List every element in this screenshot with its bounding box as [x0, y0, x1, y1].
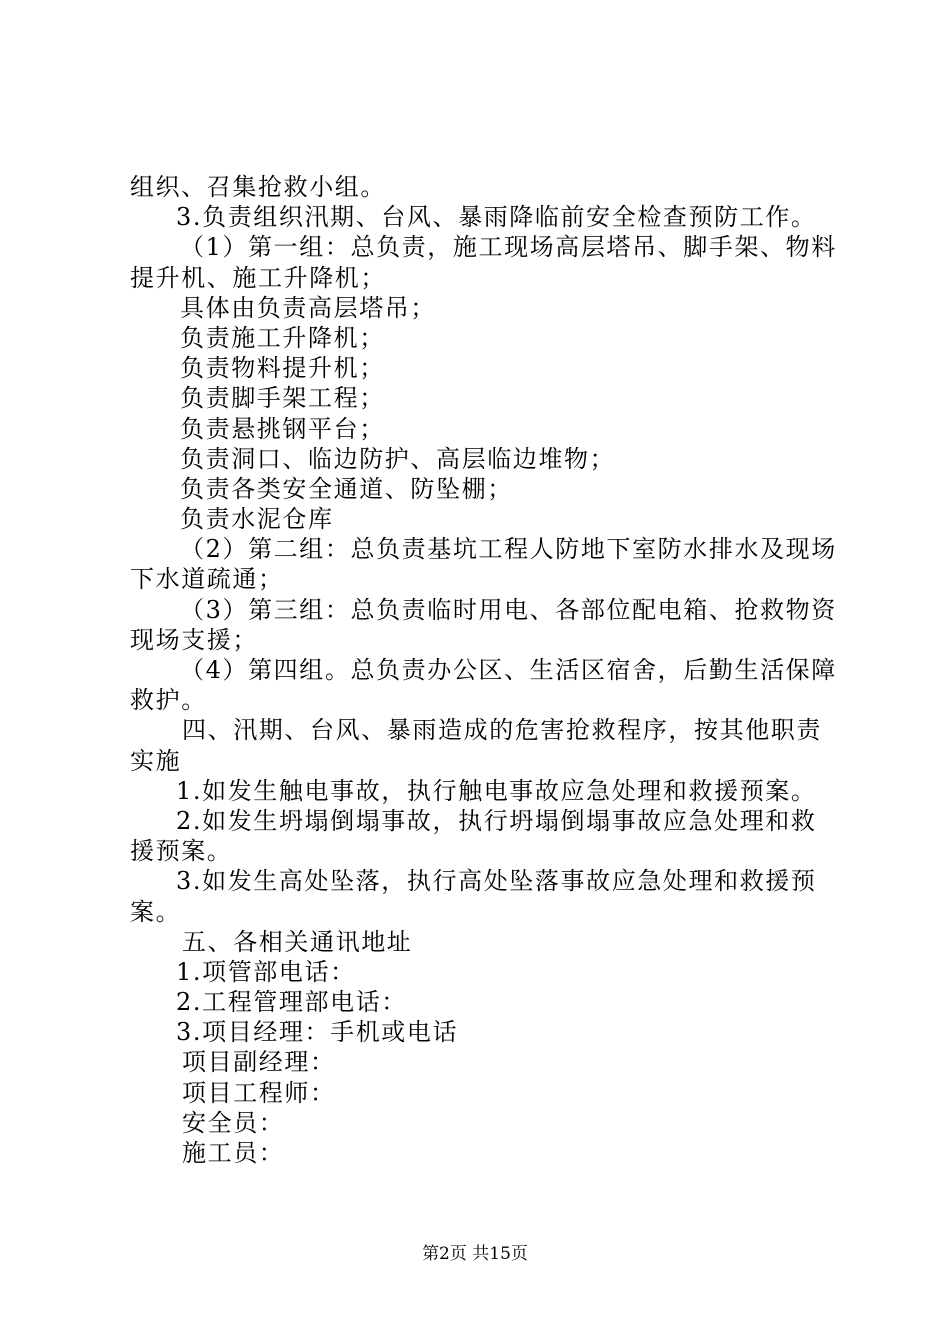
text-line: 负责物料提升机； [180, 354, 385, 383]
text-line: 援预案。 [130, 837, 233, 866]
text-line: 负责各类安全通道、防坠棚； [180, 474, 513, 503]
text-line: 案。 [130, 897, 182, 926]
text-line: （2）第二组：总负责基坑工程人防地下室防水排水及现场 [180, 535, 837, 564]
text-line: 现场支援； [130, 625, 258, 654]
text-line: 五、各相关通讯地址 [182, 927, 413, 956]
text-line: 负责施工升降机； [180, 323, 385, 352]
text-line: 安全员： [182, 1108, 285, 1137]
text-line: 负责水泥仓库 [180, 505, 334, 534]
text-line: （3）第三组：总负责临时用电、各部位配电箱、抢救物资 [180, 595, 837, 624]
text-line: 2.如发生坍塌倒塌事故，执行坍塌倒塌事故应急处理和救 [176, 806, 817, 835]
text-line: 四、汛期、台风、暴雨造成的危害抢救程序，按其他职责 [182, 716, 822, 745]
text-line: 1.如发生触电事故，执行触电事故应急处理和救援预案。 [176, 776, 817, 805]
text-line: 施工员： [182, 1139, 285, 1167]
document-body [130, 172, 837, 1168]
text-line: 实施 [130, 746, 182, 775]
text-line: 提升机、施工升降机； [130, 263, 386, 292]
text-line: （1）第一组：总负责，施工现场高层塔吊、脚手架、物料 [180, 233, 837, 262]
text-line: 项目副经理： [182, 1048, 336, 1077]
text-line: 项目工程师： [182, 1078, 336, 1107]
page-footer: 第2页 共15页 [422, 1244, 528, 1264]
text-line: 负责悬挑钢平台； [180, 414, 385, 443]
text-line: 具体由负责高层塔吊； [180, 293, 436, 322]
text-line: 3.如发生高处坠落，执行高处坠落事故应急处理和救援预 [176, 867, 817, 896]
text-line: 负责洞口、临边防护、高层临边堆物； [180, 444, 616, 473]
text-line: 下水道疏通； [130, 565, 284, 594]
text-line: 2.工程管理部电话： [176, 988, 407, 1017]
text-line: 组织、召集抢救小组。 [130, 173, 386, 201]
text-line: 救护。 [130, 686, 207, 715]
text-line: 3.负责组织汛期、台风、暴雨降临前安全检查预防工作。 [176, 203, 817, 232]
text-line: 3.项目经理：手机或电话 [176, 1018, 459, 1047]
text-line: 负责脚手架工程； [180, 384, 385, 413]
text-line: 1.项管部电话： [176, 957, 356, 986]
text-line: （4）第四组。总负责办公区、生活区宿舍，后勤生活保障 [180, 656, 837, 684]
